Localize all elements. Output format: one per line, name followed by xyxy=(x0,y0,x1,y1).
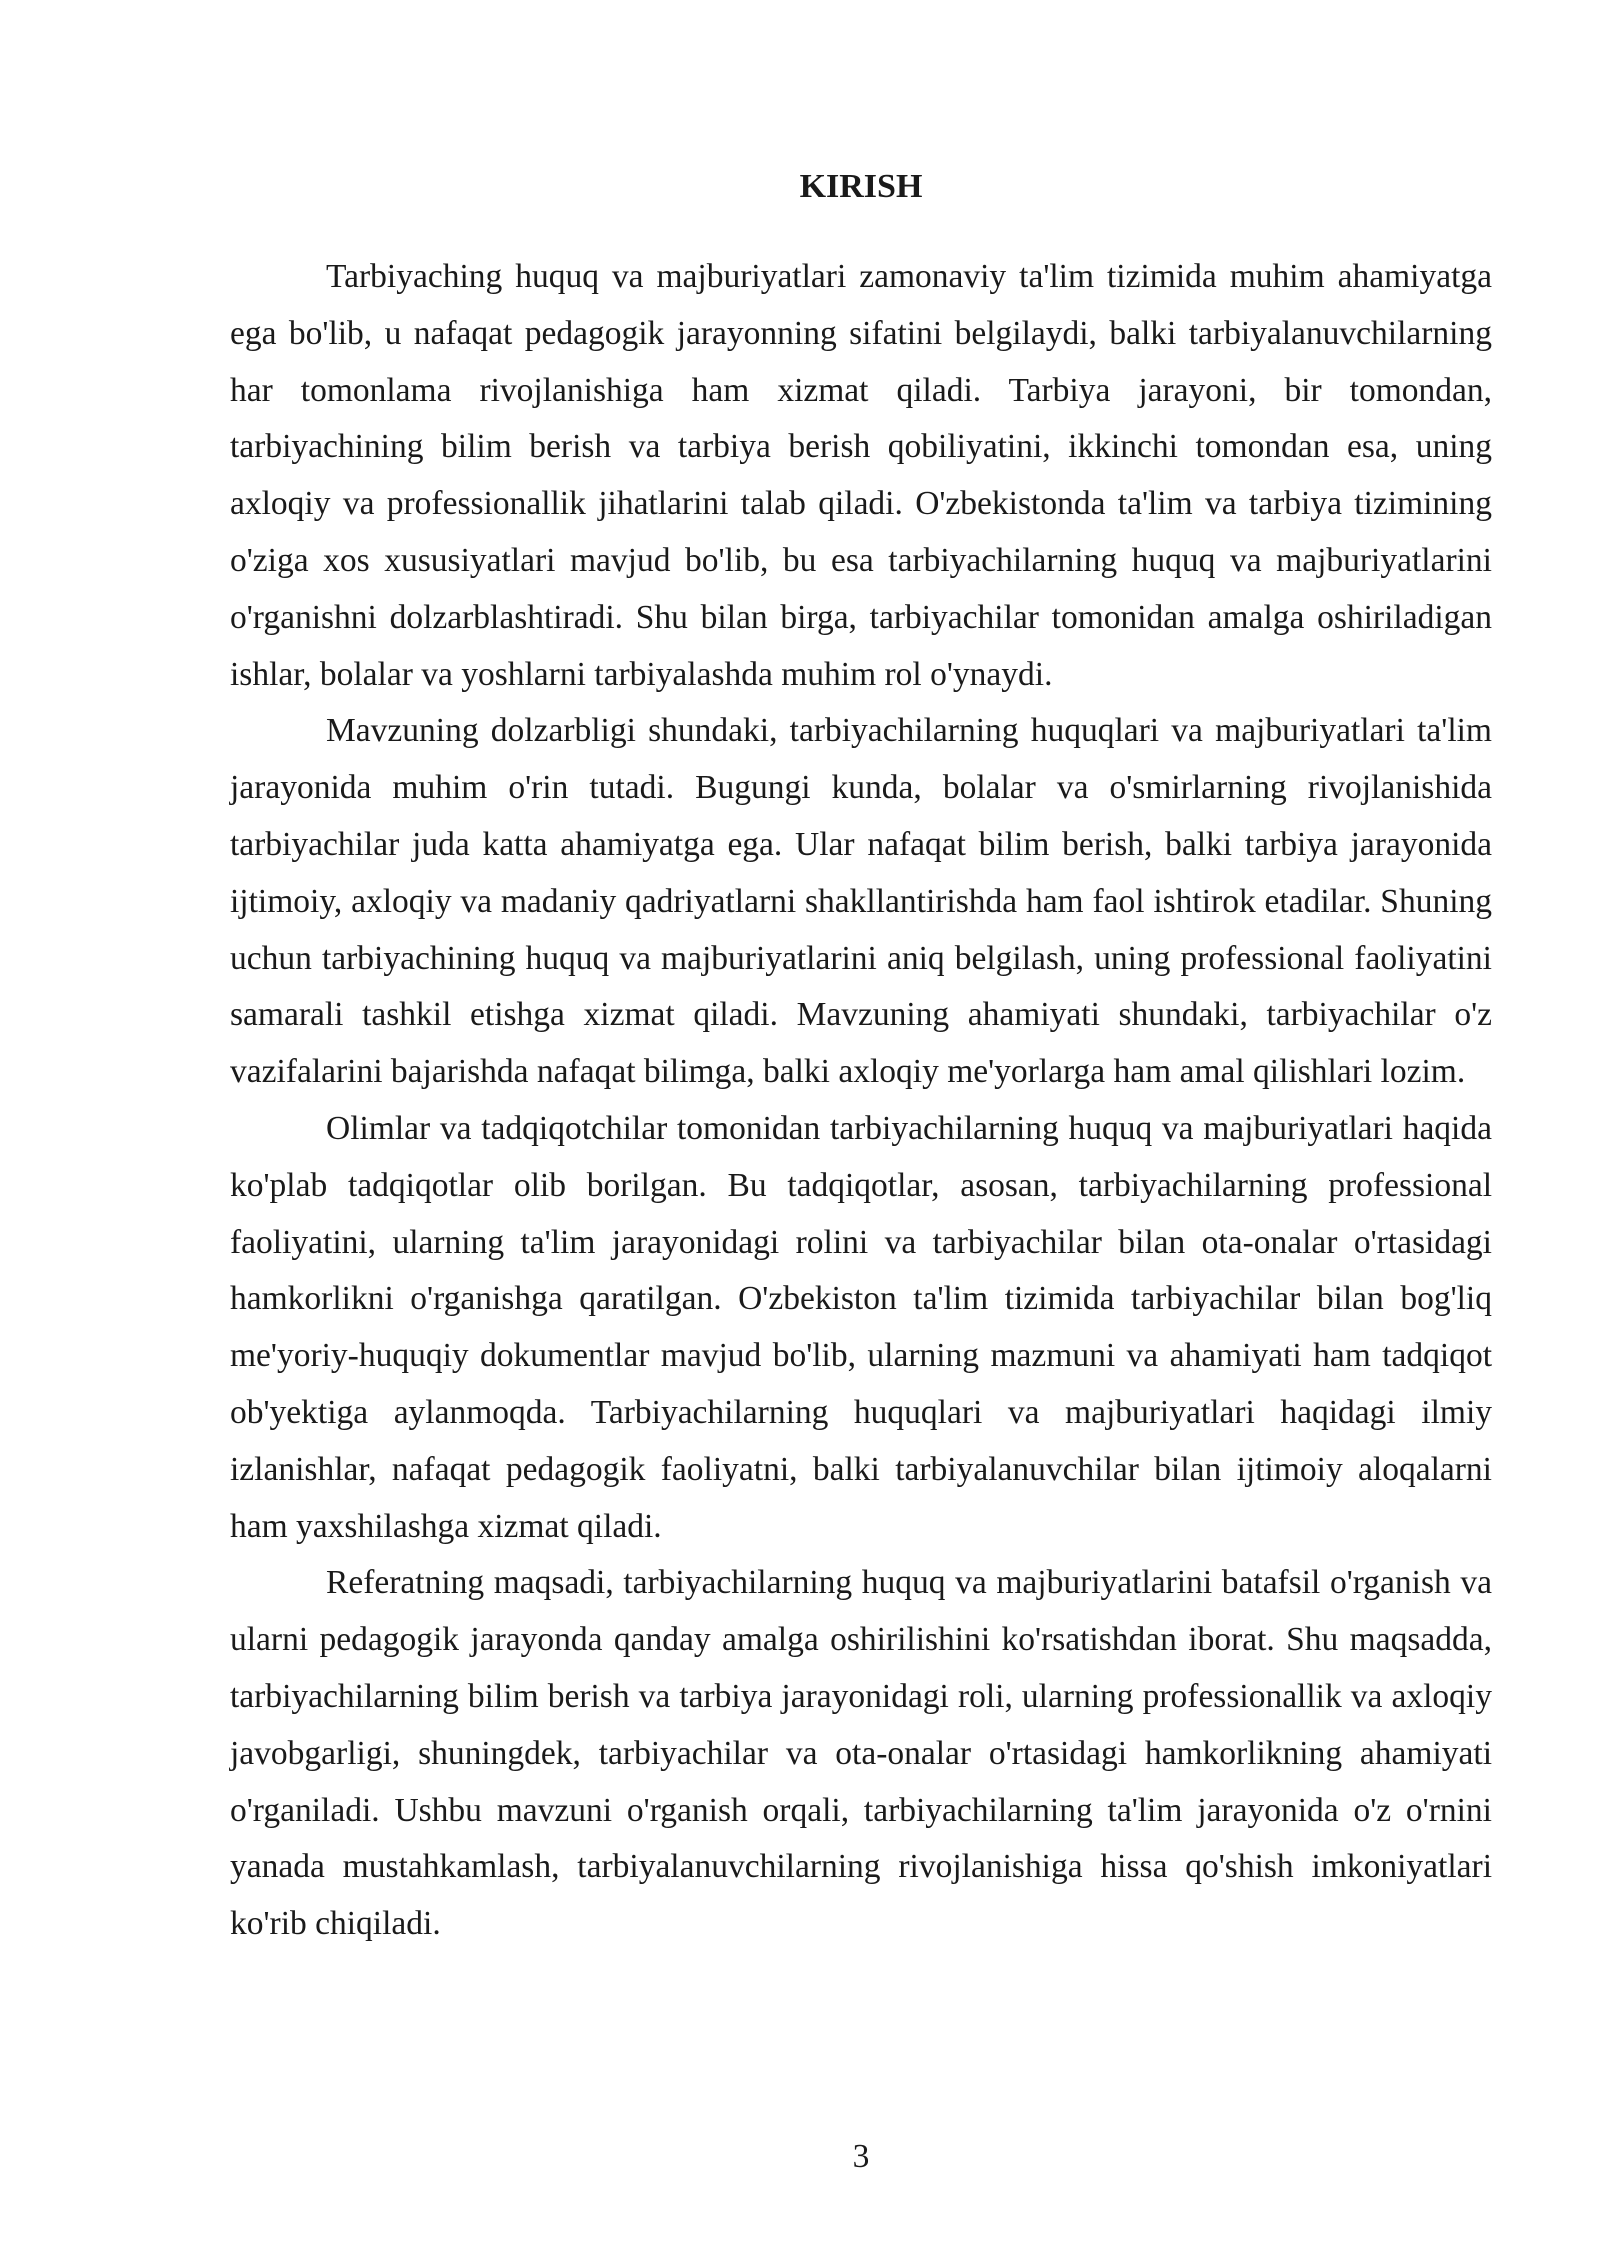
page-number: 3 xyxy=(852,2138,870,2175)
paragraph-goal: Referatning maqsadi, tarbiyachilarning huquq va majburiyatlarini batafsil o'rganish va ularni pedagogik jarayonda qanday amalga oshirilishini ko'rsatishdan iborat. Shu maqsadda, tarbiyachilarning bilim berish va tarbiya jarayonidagi roli, ularning professionallik va axloqiy javobgarligi, shuningdek, tarbiyachilar va ota-onalar o'rtasidagi hamkorlikning ahamiyati o'rganiladi. Ushbu mavzuni o'rganish orqali, tarbiyachilarning ta'lim jarayonida o'z o'rnini yanada mustahkamlash, tarbiyalanuvchilarning rivojlanishiga hissa qo'shish imkoniyatlari ko'rib chiqiladi. xyxy=(230,1564,1492,1943)
section-heading: KIRISH xyxy=(799,168,923,205)
paragraph-intro: Tarbiyaching huquq va majburiyatlari zamonaviy ta'lim tizimida muhim ahamiyatga ega bo'lib, u nafaqat pedagogik jarayonning sifatini belgilaydi, balki tarbiyalanuvchilarning har tomonlama rivojlanishiga ham xizmat qiladi. Tarbiya jarayoni, bir tomondan, tarbiyachining bilim berish va tarbiya berish qobiliyatini, ikkinchi tomondan esa, uning axloqiy va professionallik jihatlarini talab qiladi. O'zbekistonda ta'lim va tarbiya tizimining o'ziga xos xususiyatlari mavjud bo'lib, bu esa tarbiyachilarning huquq va majburiyatlarini o'rganishni dolzarblashtiradi. Shu bilan birga, tarbiyachilar tomonidan amalga oshiriladigan ishlar, bolalar va yoshlarni tarbiyalashda muhim rol o'ynaydi. xyxy=(230,258,1492,693)
body-text xyxy=(230,249,1492,1953)
paragraph-research: Olimlar va tadqiqotchilar tomonidan tarbiyachilarning huquq va majburiyatlari haqida ko'plab tadqiqotlar olib borilgan. Bu tadqiqotlar, asosan, tarbiyachilarning professional faoliyatini, ularning ta'lim jarayonidagi rolini va tarbiyachilar bilan ota-onalar o'rtasidagi hamkorlikni o'rganishga qaratilgan. O'zbekiston ta'lim tizimida tarbiyachilar bilan bog'liq me'yoriy-huquqiy dokumentlar mavjud bo'lib, ularning mazmuni va ahamiyati ham tadqiqot ob'yektiga aylanmoqda. Tarbiyachilarning huquqlari va majburiyatlari haqidagi ilmiy izlanishlar, nafaqat pedagogik faoliyatni, balki tarbiyalanuvchilar bilan ijtimoiy aloqalarni ham yaxshilashga xizmat qiladi. xyxy=(230,1109,1492,1545)
paragraph-relevance: Mavzuning dolzarbligi shundaki, tarbiyachilarning huquqlari va majburiyatlari ta'lim jarayonida muhim o'rin tutadi. Bugungi kunda, bolalar va o'smirlarning rivojlanishida tarbiyachilar juda katta ahamiyatga ega. Ular nafaqat bilim berish, balki tarbiya jarayonida ijtimoiy, axloqiy va madaniy qadriyatlarni shakllantirishda ham faol ishtirok etadilar. Shuning uchun tarbiyachining huquq va majburiyatlarini aniq belgilash, uning professional faoliyatini samarali tashkil etishga xizmat qiladi. Mavzuning ahamiyati shundaki, tarbiyachilar o'z vazifalarini bajarishda nafaqat bilimga, balki axloqiy me'yorlarga ham amal qilishlari lozim. xyxy=(230,712,1492,1091)
